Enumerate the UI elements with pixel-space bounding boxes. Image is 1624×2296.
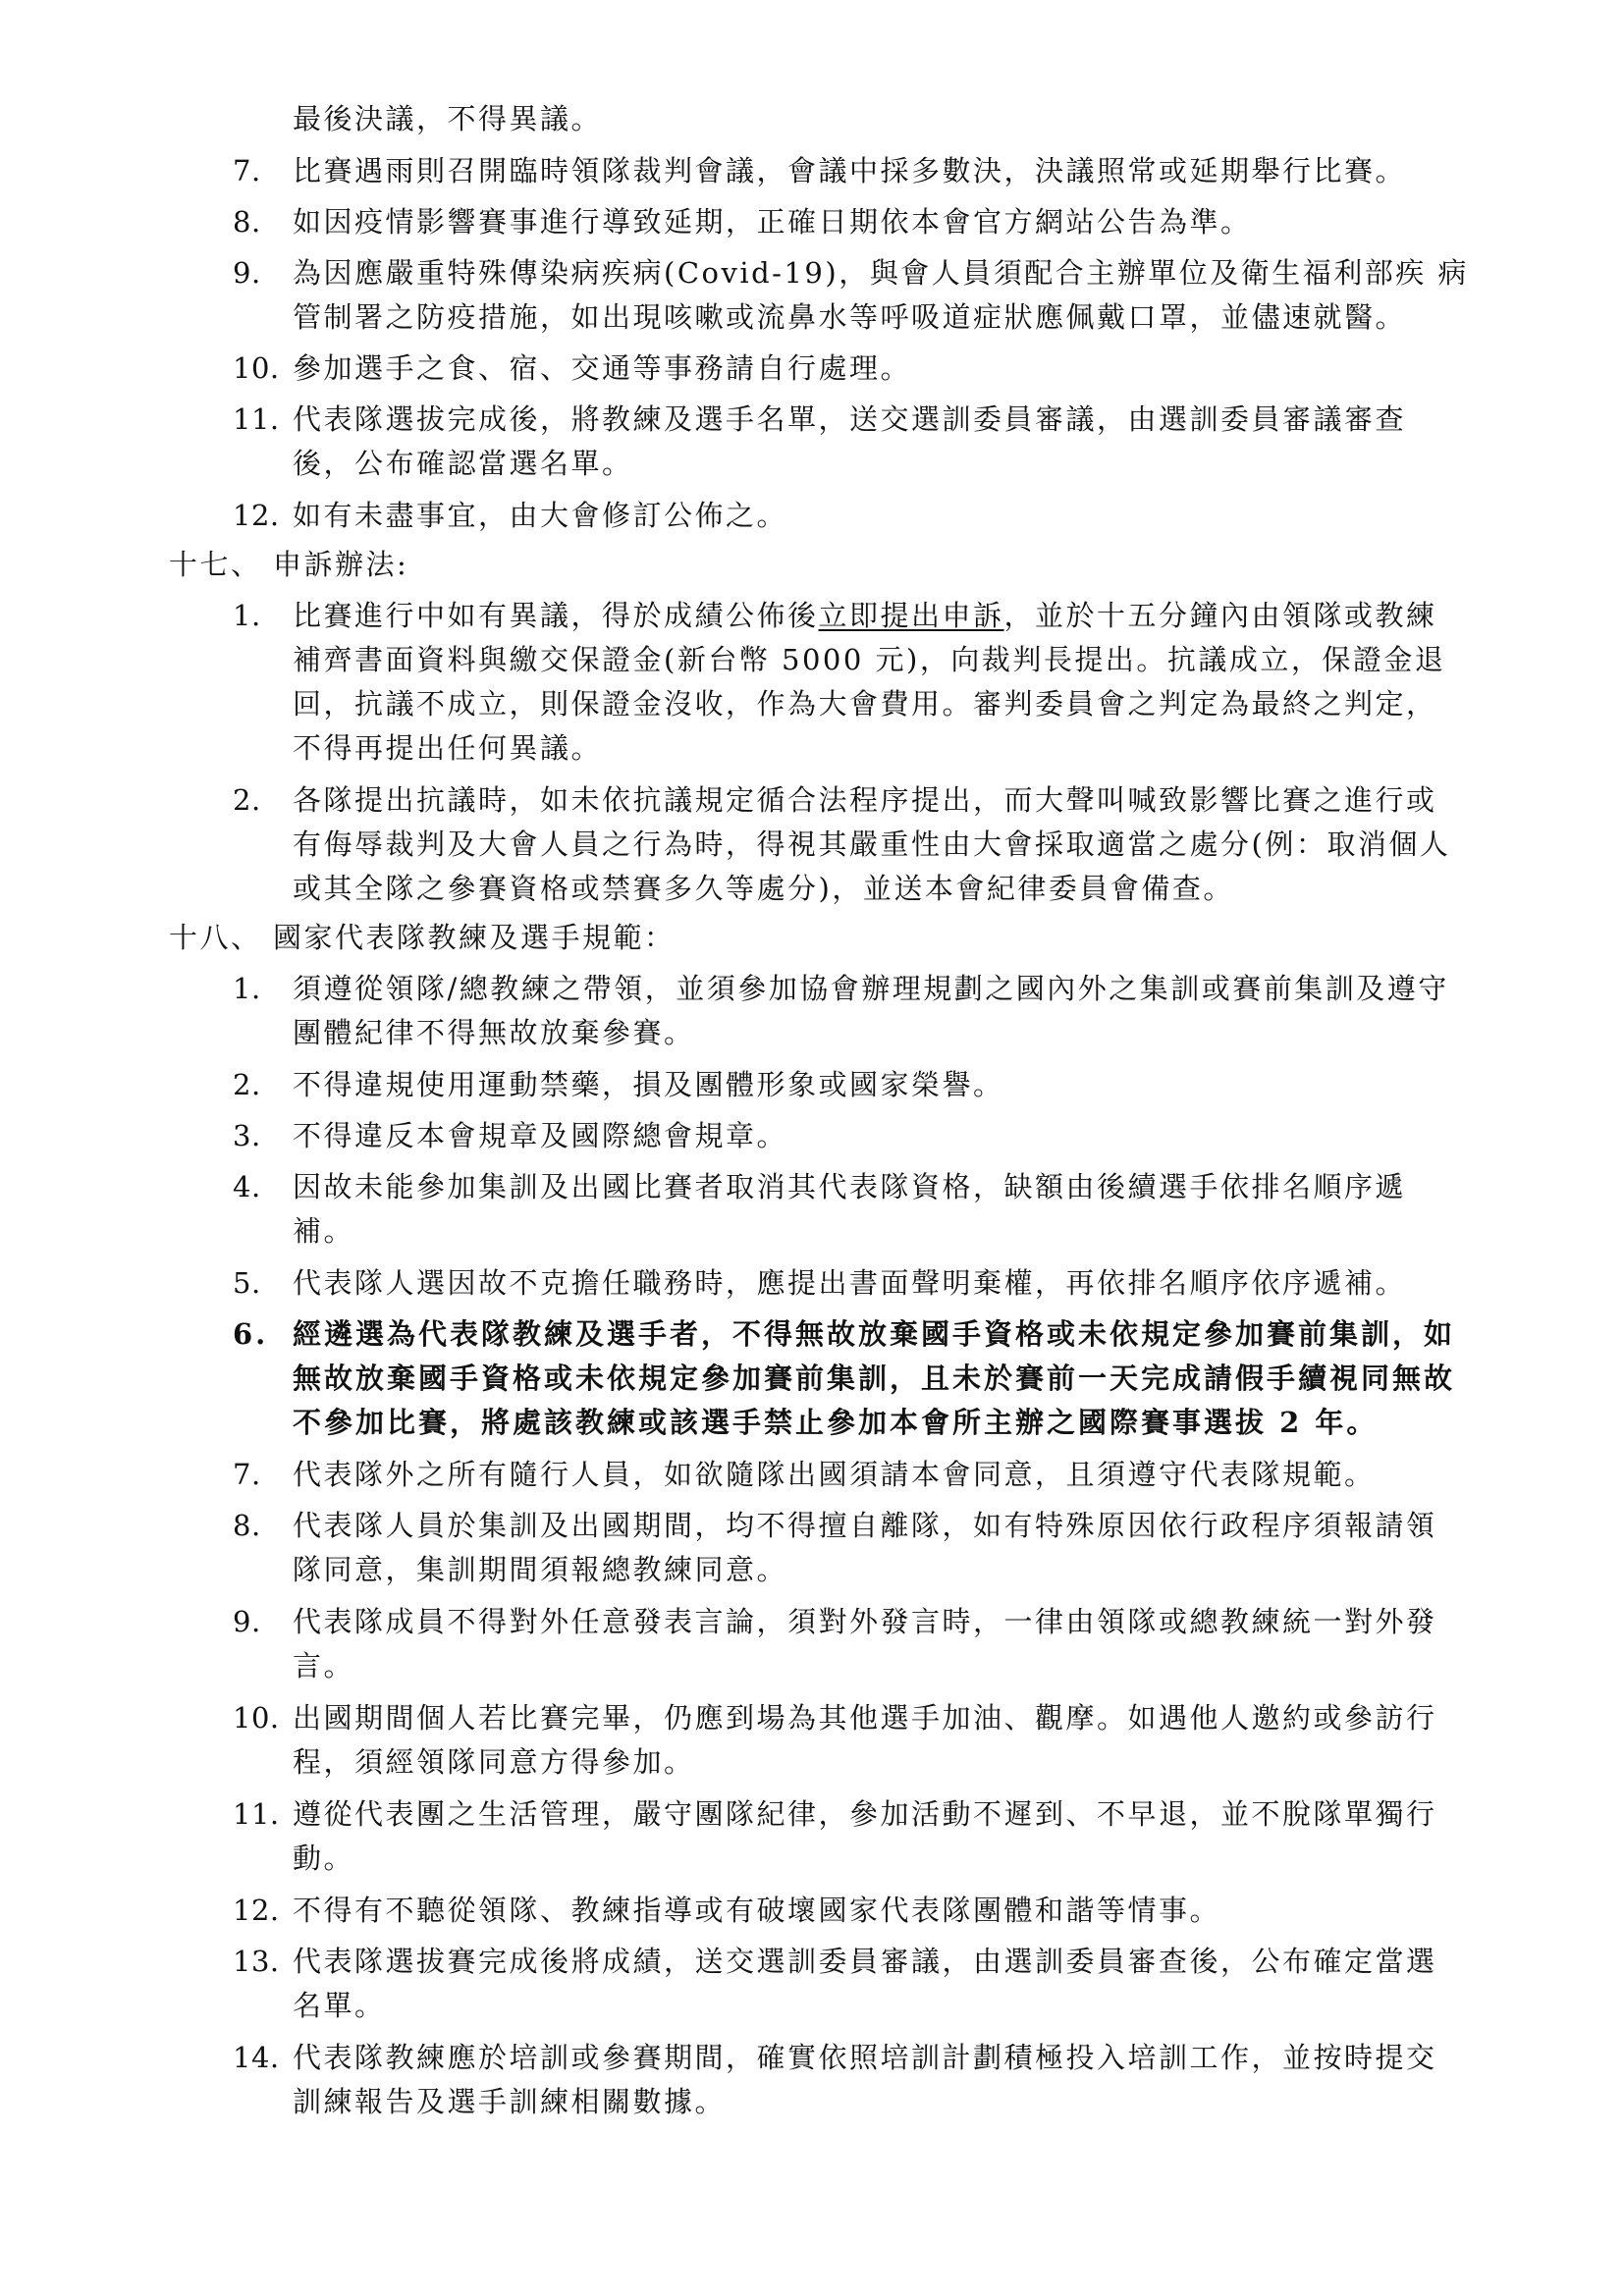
item-text: 參加選手之食、宿、交通等事務請自行處理。 (293, 351, 912, 385)
item-text: 不得違反本會規章及國際總會規章。 (293, 1119, 788, 1152)
item-text: 代表隊外之所有隨行人員，如欲隨隊出國須請本會同意，且須遵守代表隊規範。 (293, 1458, 1376, 1491)
item-number: 7. (233, 154, 261, 187)
item-number: 12. (233, 1894, 280, 1927)
item-text: 如有未盡事宜，由大會修訂公佈之。 (293, 499, 788, 532)
item-text-emphasis: 無故放棄國手資格或未依規定參加賽前集訓，且未於賽前一天完成請假手續視同無故 (293, 1362, 1456, 1395)
item-text: 補。 (293, 1214, 355, 1248)
item-text: 各隊提出抗議時，如未依抗議規定循合法程序提出，而大聲叫喊致影響比賽之進行或 (293, 783, 1437, 817)
item-number: 1. (233, 972, 261, 1005)
item-text: 不得有不聽從領隊、教練指導或有破壞國家代表隊團體和諧等情事。 (293, 1894, 1221, 1927)
item-text: 代表隊選拔賽完成後將成績，送交選訓委員審議，由選訓委員審查後，公布確定當選 (293, 1945, 1437, 1978)
item-text: 遵從代表團之生活管理，嚴守團隊紀律，參加活動不遲到、不早退，並不脫隊單獨行 (293, 1797, 1437, 1831)
section-number: 十七、 (169, 548, 262, 581)
item-text: 程，須經領隊同意方得參加。 (293, 1745, 695, 1779)
item-number: 7. (233, 1458, 261, 1491)
item-text: 代表隊成員不得對外任意發表言論，須對外發言時，一律由領隊或總教練統一對外發 (293, 1605, 1437, 1638)
item-number: 11. (233, 1797, 280, 1831)
section-title: 國家代表隊教練及選手規範： (273, 921, 676, 954)
continuation-text: 最後決議，不得異議。 (293, 102, 603, 135)
item-text: 出國期間個人若比賽完畢，仍應到場為其他選手加油、觀摩。如遇他人邀約或參訪行 (293, 1701, 1437, 1735)
item-text: 名單。 (293, 1989, 386, 2022)
item-text: 代表隊教練應於培訓或參賽期間，確實依照培訓計劃積極投入培訓工作，並按時提交 (293, 2041, 1437, 2074)
item-text-part: ，並於十五分鐘內由領隊或教練 (1003, 599, 1437, 632)
item-number: 1. (233, 599, 261, 632)
item-text: 隊同意，集訓期間須報總教練同意。 (293, 1553, 788, 1586)
item-number: 12. (233, 499, 280, 532)
item-number: 2. (233, 1068, 261, 1101)
item-text: 團體紀律不得無故放棄參賽。 (293, 1016, 695, 1049)
item-text: 或其全隊之參賽資格或禁賽多久等處分)，並送本會紀律委員會備查。 (293, 872, 1234, 905)
item-text: 代表隊人選因故不克擔任職務時，應提出書面聲明棄權，再依排名順序依序遞補。 (293, 1266, 1407, 1300)
item-text: 有侮辱裁判及大會人員之行為時，得視其嚴重性由大會採取適當之處分(例：取消個人 (293, 828, 1451, 861)
item-number: 10. (233, 1701, 280, 1735)
item-number: 13. (233, 1945, 280, 1978)
item-text: 比賽遇雨則召開臨時領隊裁判會議，會議中採多數決，決議照常或延期舉行比賽。 (293, 154, 1407, 187)
item-number: 3. (233, 1119, 261, 1152)
item-text: 代表隊選拔完成後，將教練及選手名單，送交選訓委員審議，由選訓委員審議審查 (293, 402, 1407, 436)
item-number: 6. (233, 1317, 269, 1351)
item-number: 11. (233, 402, 280, 436)
item-text: 訓練報告及選手訓練相關數據。 (293, 2085, 727, 2118)
item-text: 管制署之防疫措施，如出現咳嗽或流鼻水等呼吸道症狀應佩戴口罩，並儘速就醫。 (293, 300, 1407, 334)
item-text: 因故未能參加集訓及出國比賽者取消其代表隊資格，缺額由後續選手依排名順序遞 (293, 1170, 1407, 1203)
underlined-text: 立即提出申訴 (818, 599, 1004, 632)
item-text: 動。 (293, 1842, 355, 1875)
item-text: 回，抗議不成立，則保證金沒收，作為大會費用。審判委員會之判定為最終之判定， (293, 687, 1437, 721)
item-text: 為因應嚴重特殊傳染病疾病(Covid-19)，與會人員須配合主辦單位及衛生福利部疾 病 (293, 256, 1469, 290)
item-number: 4. (233, 1170, 261, 1203)
item-text: 補齊書面資料與繳交保證金(新台幣 5000 元)，向裁判長提出。抗議成立，保證金退 (293, 643, 1446, 676)
item-text: 言。 (293, 1649, 355, 1682)
item-text: 代表隊人員於集訓及出國期間，均不得擅自離隊，如有特殊原因依行政程序須報請領 (293, 1509, 1437, 1542)
item-text: 如因疫情影響賽事進行導致延期，正確日期依本會官方網站公告為準。 (293, 205, 1252, 239)
item-text (293, 599, 1437, 632)
item-number: 14. (233, 2041, 280, 2074)
section-number: 十八、 (169, 921, 262, 954)
item-text: 不得再提出任何異議。 (293, 731, 603, 765)
item-text-part: 比賽進行中如有異議，得於成績公佈後 (293, 599, 819, 632)
item-number: 10. (233, 351, 280, 385)
item-text-emphasis: 不參加比賽，將處該教練或該選手禁止參加本會所主辦之國際賽事選拔 2 年。 (293, 1406, 1379, 1439)
item-text: 後，公布確認當選名單。 (293, 447, 633, 480)
item-text: 須遵從領隊/總教練之帶領，並須參加協會辦理規劃之國內外之集訓或賽前集訓及遵守 (293, 972, 1449, 1005)
section-title: 申訴辦法: (273, 548, 409, 581)
item-text-emphasis: 經遴選為代表隊教練及選手者，不得無故放棄國手資格或未依規定參加賽前集訓，如 (293, 1317, 1456, 1351)
item-number: 5. (233, 1266, 261, 1300)
item-text: 不得違規使用運動禁藥，損及團體形象或國家榮譽。 (293, 1068, 1004, 1101)
item-number: 9. (233, 1605, 261, 1638)
item-number: 2. (233, 783, 261, 817)
item-number: 8. (233, 1509, 261, 1542)
item-number: 8. (233, 205, 261, 239)
item-number: 9. (233, 256, 261, 290)
